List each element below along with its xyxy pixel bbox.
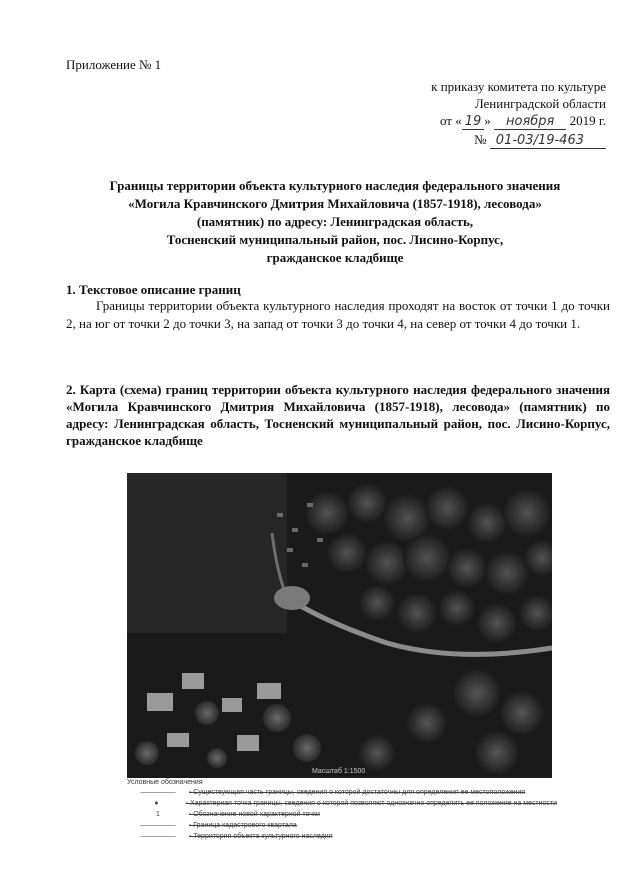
- section-1-text: Границы территории объекта культурного наследия проходят на восток от точки 1 до точки 2, на юг от точки 2 до точки 3, на запад от точки 3 до точки 4, на север от точки 4 до точки 1.: [66, 298, 610, 331]
- order-date: от « 19 » ноября 2019 г.: [439, 113, 606, 129]
- section-1-heading: 1. Текстовое описание границ: [66, 282, 241, 297]
- satellite-map: [127, 473, 552, 778]
- order-line-1: к приказу комитета по культуре: [431, 79, 606, 94]
- order-block: [431, 78, 606, 149]
- legend-point-symbol: ●: [154, 800, 159, 807]
- order-year: 2019 г.: [569, 113, 606, 128]
- legend-row: ● - Характерная точка границы, сведения о которой позволяют однозначно определить ее положение на местности: [127, 798, 557, 809]
- map-image: [127, 473, 552, 778]
- legend-title: Условные обозначения: [127, 779, 203, 786]
- handwritten-number: 01-03/19-463: [490, 133, 606, 149]
- handwritten-month: ноября: [494, 114, 566, 130]
- appendix-label: Приложение № 1: [66, 57, 162, 72]
- legend-line-symbol: —————: [140, 833, 176, 840]
- legend-line-symbol: —————: [140, 789, 176, 796]
- map-scale: Масштаб 1:1500: [312, 768, 366, 775]
- order-line-2: Ленинградской области: [474, 96, 606, 111]
- legend-row: ————— - Граница кадастрового квартала: [127, 820, 557, 831]
- legend-number-symbol: 1: [156, 811, 160, 818]
- map-legend: [127, 787, 557, 842]
- legend-row: ————— - Территория объекта культурного наследия: [127, 831, 557, 842]
- legend-line-symbol: —————: [140, 822, 176, 829]
- section-2-heading: 2. Карта (схема) границ территории объекта культурного наследия федерального значения «Могила Кравчинского Дмитрия Михайловича (1857-1918), лесовода» (памятник) по адресу: Ленинградская область, Тосненский муниципальный район, пос. Лисино-Корпус, гражданское кладбище: [66, 382, 610, 448]
- handwritten-day: 19: [462, 114, 485, 130]
- document-title: Границы территории объекта культурного наследия федерального значения «Могила Кравчинского Дмитрия Михайловича (1857-1918), лесовода» (памятник) по адресу: Ленинградская область, Тосненский муниципальный район, пос. Лисино-Корпус, гражданское кладбище: [109, 178, 561, 265]
- legend-row: 1 - Обозначение новой характерной точки: [127, 809, 557, 820]
- legend-row: ————— - Существующая часть границы, сведения о которой достаточны для определения ее местоположения: [127, 787, 557, 798]
- order-number: № 01-03/19-463: [431, 131, 606, 149]
